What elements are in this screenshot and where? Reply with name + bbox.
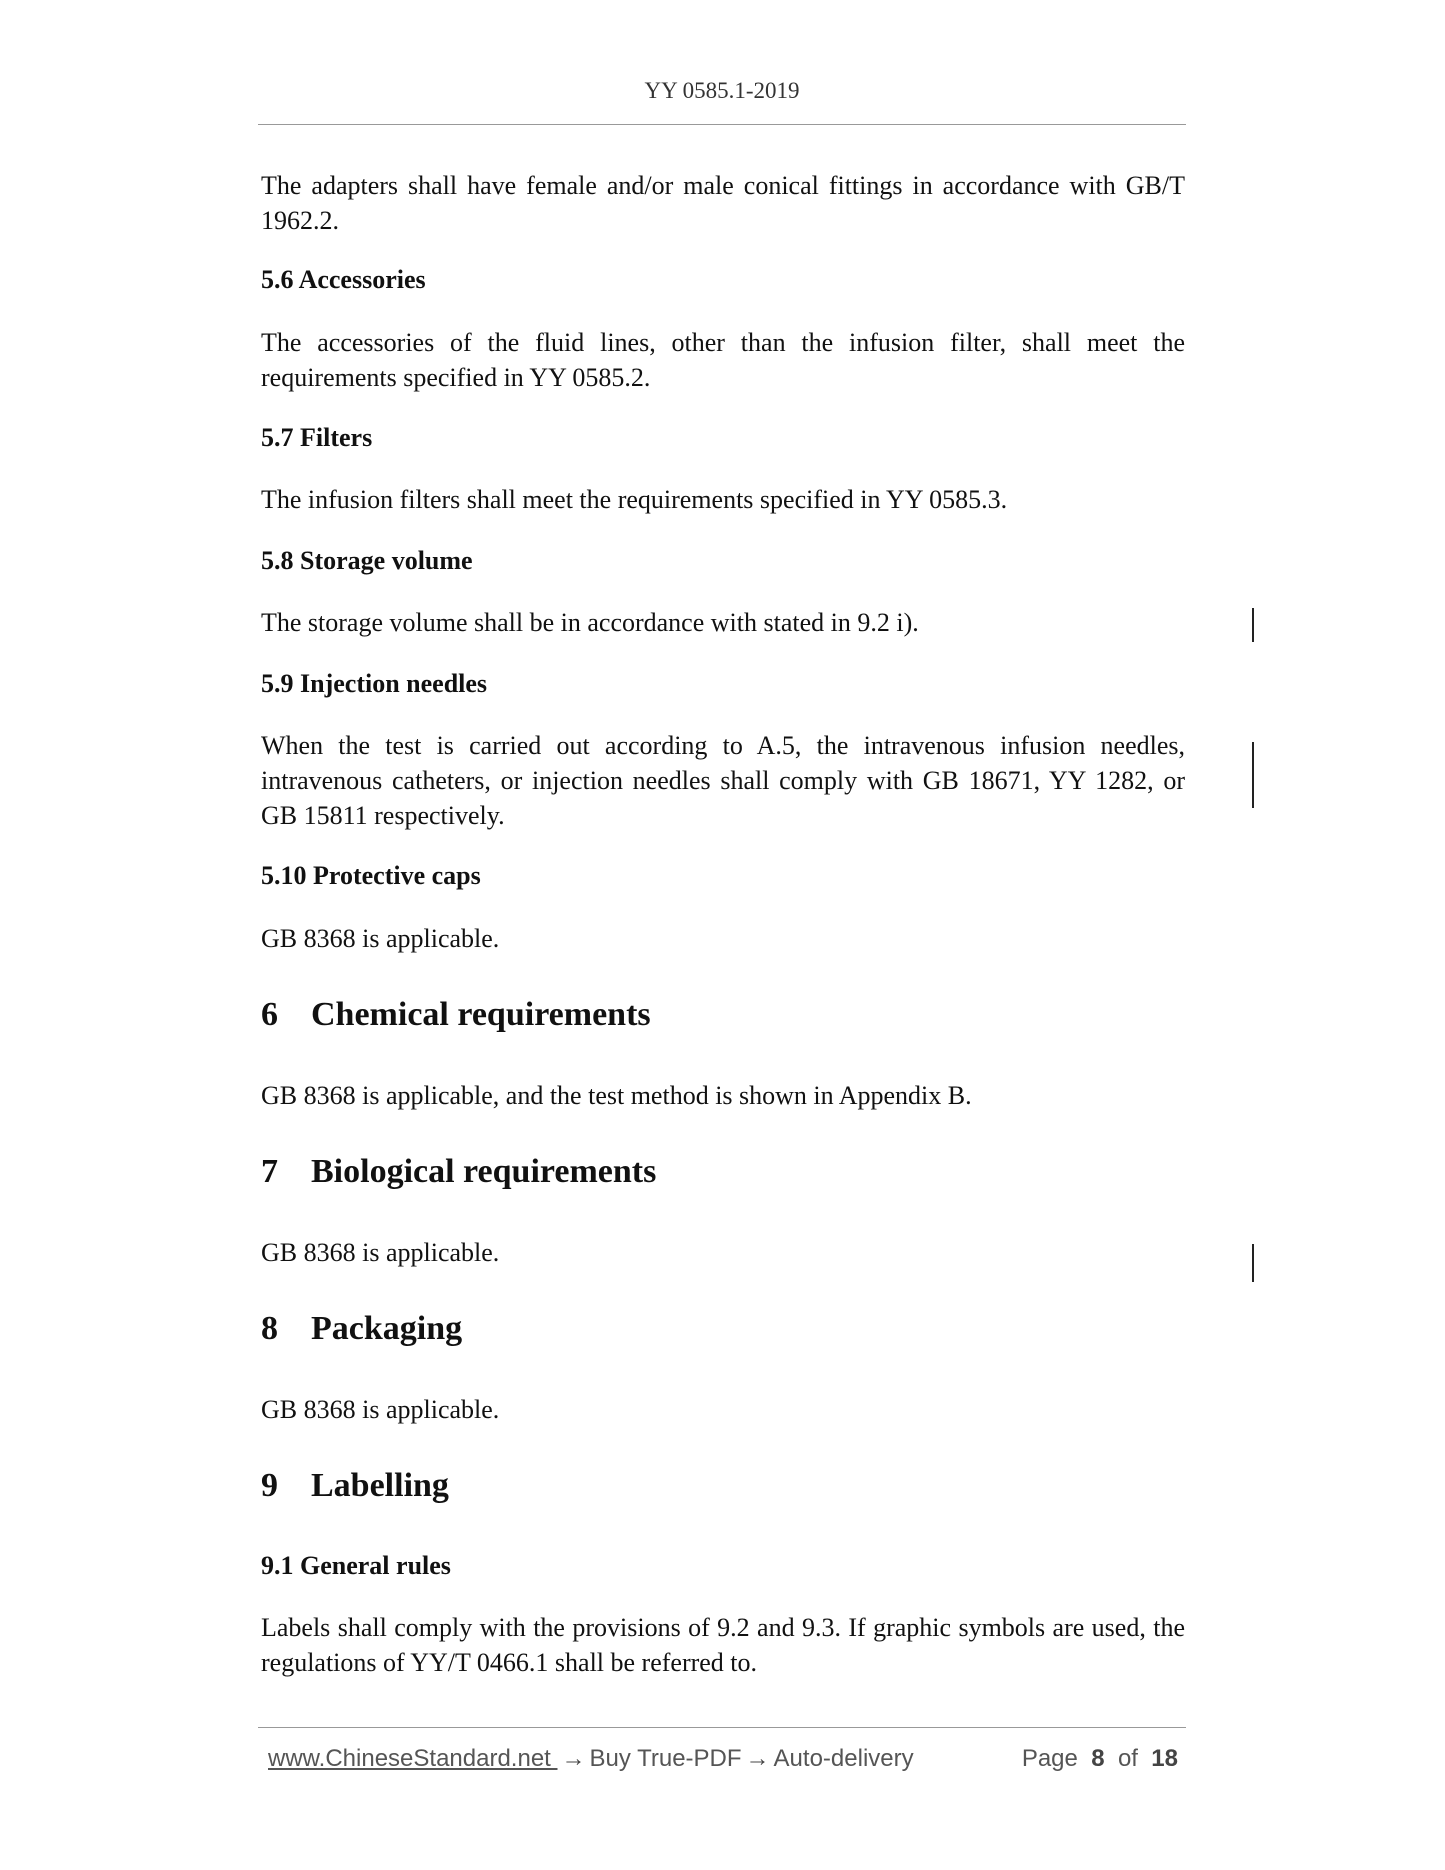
page-of-label: of xyxy=(1117,1745,1138,1772)
change-bar xyxy=(1252,1244,1254,1282)
subsection-5-10-heading: 5.10 Protective caps xyxy=(261,861,481,890)
chemical-paragraph: GB 8368 is applicable, and the test method is shown in Appendix B. xyxy=(261,1081,972,1110)
subsection-9-1-heading: 9.1 General rules xyxy=(261,1551,451,1580)
page-current: 8 xyxy=(1091,1745,1105,1772)
footer-divider xyxy=(258,1727,1186,1728)
section-7-number: 7 xyxy=(261,1153,278,1190)
change-bar xyxy=(1252,608,1254,642)
section-7-heading xyxy=(261,1153,656,1191)
section-9-number: 9 xyxy=(261,1467,278,1504)
general-rules-paragraph: Labels shall comply with the provisions of 9.2 and 9.3. If graphic symbols are used, the regulations of YY/T 0466.1 shall be referred to. xyxy=(261,1613,1185,1677)
section-7-title: Biological requirements xyxy=(311,1153,657,1190)
adapters-paragraph: The adapters shall have female and/or male conical fittings in accordance with GB/T 1962.2. xyxy=(261,171,1185,235)
page-header-title: YY 0585.1-2019 xyxy=(644,78,800,103)
page-total: 18 xyxy=(1151,1745,1178,1772)
section-9-heading xyxy=(261,1467,449,1505)
needles-paragraph: When the test is carried out according to A.5, the intravenous infusion needles, intravenous catheters, or injection needles shall comply with GB 18671, YY 1282, or GB 15811 respectively. xyxy=(261,731,1185,830)
storage-paragraph: The storage volume shall be in accordance with stated in 9.2 i). xyxy=(261,608,919,637)
filters-paragraph: The infusion filters shall meet the requirements specified in YY 0585.3. xyxy=(261,485,1008,514)
section-8-heading xyxy=(261,1310,462,1348)
page-indicator xyxy=(1022,1745,1178,1773)
subsection-5-8-heading: 5.8 Storage volume xyxy=(261,546,473,575)
protective-caps-paragraph: GB 8368 is applicable. xyxy=(261,924,500,953)
subsection-5-6-heading: 5.6 Accessories xyxy=(261,265,426,294)
packaging-paragraph: GB 8368 is applicable. xyxy=(261,1395,500,1424)
section-8-title: Packaging xyxy=(311,1310,463,1347)
section-6-number: 6 xyxy=(261,996,278,1033)
page-footer xyxy=(268,1745,1178,1779)
arrow-right-icon: → xyxy=(561,1745,586,1772)
arrow-right-icon: → xyxy=(745,1745,770,1772)
section-9-title: Labelling xyxy=(311,1467,449,1504)
header-divider xyxy=(258,124,1186,125)
change-bar xyxy=(1252,742,1254,808)
auto-delivery-text: Auto-delivery xyxy=(773,1745,914,1772)
website-link[interactable]: www.ChineseStandard.net xyxy=(268,1745,558,1772)
accessories-paragraph: The accessories of the fluid lines, other than the infusion filter, shall meet the requirements specified in YY 0585.2. xyxy=(261,328,1185,392)
biological-paragraph: GB 8368 is applicable. xyxy=(261,1238,500,1267)
section-6-heading xyxy=(261,996,651,1034)
buy-true-pdf-text: Buy True-PDF xyxy=(589,1745,742,1772)
page-label: Page xyxy=(1021,1745,1078,1772)
subsection-5-9-heading: 5.9 Injection needles xyxy=(261,669,488,698)
subsection-5-7-heading: 5.7 Filters xyxy=(261,423,373,452)
section-8-number: 8 xyxy=(261,1310,278,1347)
section-6-title: Chemical requirements xyxy=(311,996,651,1033)
